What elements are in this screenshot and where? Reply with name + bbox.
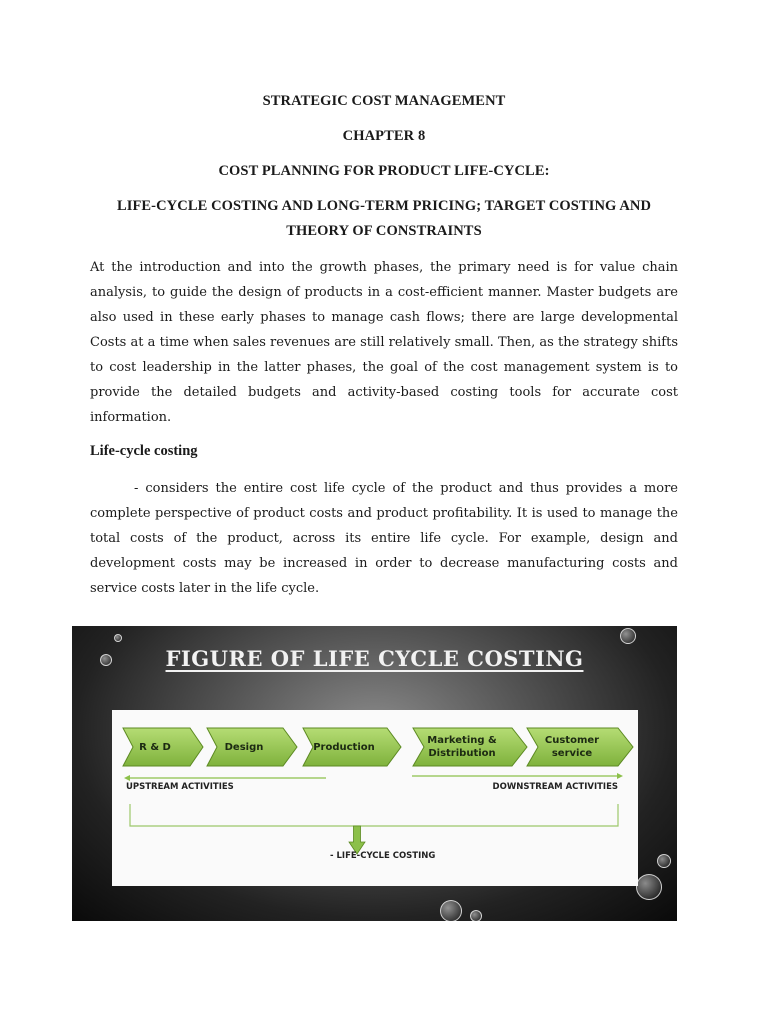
section-paragraph: - considers the entire cost life cycle of the product and thus provides a more complete perspective of product costs and product profitability. It is used to manage the total costs of the product, across its entire life cycle. For example, design and development costs may be increased in order to decrease manufacturing costs and service costs later in the life cycle. [90, 481, 678, 596]
bubble-decoration [636, 874, 662, 900]
chapter-subtitle: COST PLANNING FOR PRODUCT LIFE-CYCLE: [218, 163, 550, 179]
diagram-panel [112, 710, 638, 886]
up-arrow-icon [349, 826, 365, 854]
bracket-line [130, 804, 618, 826]
right-arrowhead-icon [617, 773, 623, 779]
topic-line-2: THEORY OF CONSTRAINTS [286, 223, 482, 239]
life-cycle-costing-figure [72, 626, 677, 921]
bubble-decoration [114, 634, 122, 642]
bubble-decoration [470, 910, 482, 921]
stage-label: Customer service [544, 735, 600, 759]
chapter-heading: CHAPTER 8 [342, 128, 426, 144]
figure-title: FIGURE OF LIFE CYCLE COSTING [165, 646, 584, 671]
stage-label: Production [313, 741, 375, 753]
downstream-label: DOWNSTREAM ACTIVITIES [492, 782, 618, 792]
bubble-decoration [620, 628, 636, 644]
intro-paragraph: At the introduction and into the growth phases, the primary need is for value chain analysis, to guide the design of products in a cost-efficient manner. Master budgets are also used in these early phases to manage cash flows; there are large developmental Costs at a time when sales revenues are still relatively small. Then, as the strategy shifts to cost leadership in the latter phases, the goal of the cost management system is to provide the detailed budgets and activity-based costing tools for accurate cost information. [90, 260, 678, 425]
bubble-decoration [440, 900, 462, 921]
topic-line-1: LIFE-CYCLE COSTING AND LONG-TERM PRICING; TARGET COSTING AND [116, 198, 652, 214]
upstream-label: UPSTREAM ACTIVITIES [126, 782, 234, 792]
document-title: STRATEGIC COST MANAGEMENT [262, 93, 506, 109]
bubble-decoration [657, 854, 671, 868]
section-heading: Life-cycle costing [90, 443, 198, 459]
left-arrowhead-icon [124, 775, 130, 781]
stage-label: Marketing & Distribution [427, 735, 497, 759]
life-cycle-costing-label: - LIFE-CYCLE COSTING [330, 851, 436, 861]
stage-label: R & D [139, 741, 171, 753]
stage-label: Design [224, 741, 264, 753]
